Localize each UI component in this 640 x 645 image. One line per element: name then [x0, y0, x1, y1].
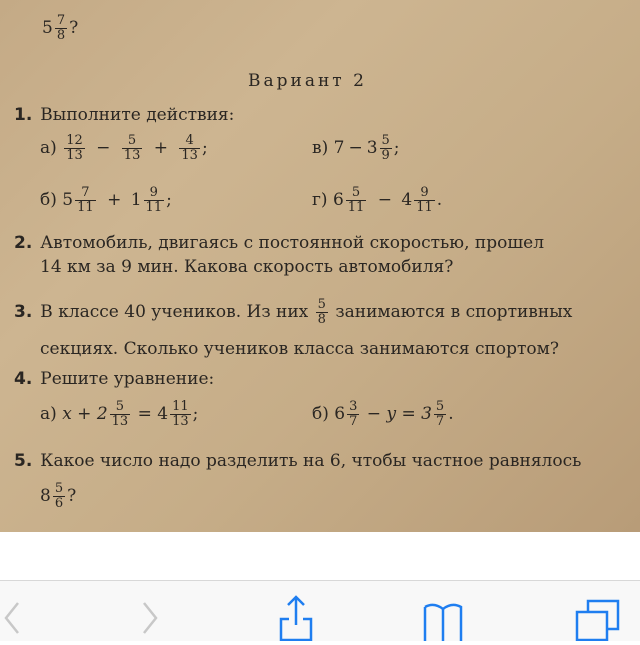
- task-2-line-2: 14 км за 9 мин. Какова скорость автомобиля?: [40, 257, 454, 277]
- chevron-right-icon[interactable]: [140, 601, 158, 639]
- task-1a: а) $\frac{12}{13}$ − $\frac{5}{13}$ + $\frac{4}{13}$ ;: [40, 133, 208, 163]
- variant-title: Вариант 2: [248, 71, 367, 91]
- task-4-heading: 4. Решите уравнение:: [14, 369, 215, 389]
- task-5-line-1: 5. Какое число надо разделить на 6, чтобы частное равнялось: [14, 451, 582, 471]
- task-3-line-2: секциях. Сколько учеников класса занимаются спортом?: [40, 339, 559, 359]
- bookmarks-icon[interactable]: [422, 603, 464, 645]
- task-4b: б) 6 $\frac{3}{7}$ − y = 3 $\frac{5}{7}$ .: [312, 399, 454, 429]
- task-1-heading: 1. Выполните действия:: [14, 105, 235, 125]
- task-5-line-2: 8 $\frac{5}{6}$ ?: [40, 481, 77, 511]
- task-3-line-1: 3. В классе 40 учеников. Из них $\frac{5}{8}$ занимаются в спортивных: [14, 297, 573, 327]
- task-1v: в) 7 − 3 $\frac{5}{9}$ ;: [312, 133, 400, 163]
- browser-toolbar: [0, 580, 640, 641]
- tabs-icon[interactable]: [574, 599, 620, 645]
- chevron-left-icon[interactable]: [4, 601, 22, 639]
- task-4a: а) x + 2 $\frac{5}{13}$ = 4 $\frac{11}{13}$ ;: [40, 399, 199, 429]
- task-1g: г) 6 $\frac{5}{11}$ − 4 $\frac{9}{11}$ .: [312, 185, 443, 215]
- task-1b: б) 5 $\frac{7}{11}$ + 1 $\frac{9}{11}$ ;: [40, 185, 172, 215]
- share-icon[interactable]: [278, 595, 314, 645]
- task-2-line-1: 2. Автомобиль, двигаясь с постоянной скоростью, прошел: [14, 233, 544, 253]
- prev-task-answer: 5 $\frac{7}{8}$ ?: [42, 13, 79, 43]
